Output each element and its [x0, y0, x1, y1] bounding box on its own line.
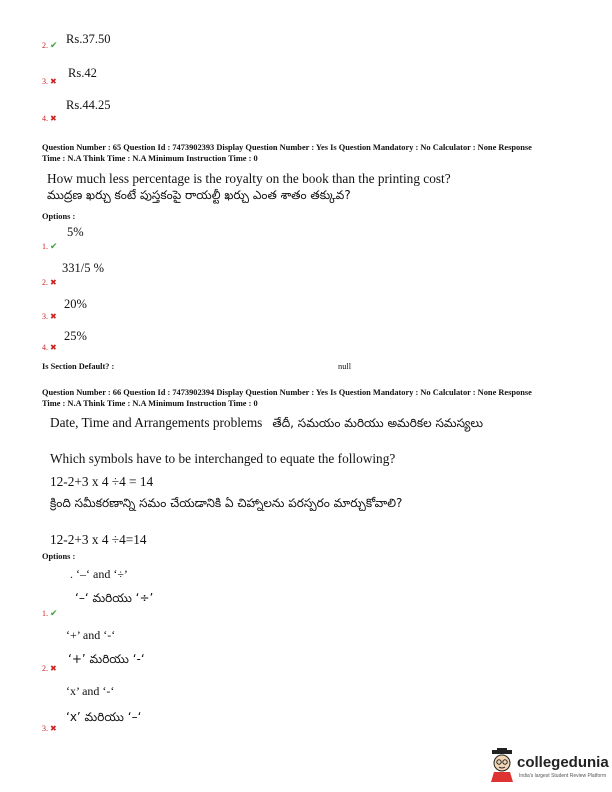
brand-name: collegedunia [517, 754, 609, 771]
option-text: Rs.42 [68, 66, 97, 80]
option-number: 1. [42, 609, 48, 618]
check-icon: ✔ [50, 608, 58, 618]
brand-logo [489, 748, 609, 788]
cross-icon: ✖ [50, 278, 57, 287]
option-text: 331/5 % [62, 261, 105, 275]
option-text-en: ‘x’ and ‘-‘ [66, 684, 115, 698]
cross-icon: ✖ [50, 77, 57, 86]
option-row [42, 718, 57, 736]
question-meta [42, 143, 582, 164]
option-number: 2. [42, 664, 48, 673]
options-label: Options : [42, 552, 76, 561]
section-default-value: null [338, 362, 352, 371]
question-text-en: Which symbols have to be interchanged to equate the following? [50, 451, 396, 466]
option-row [42, 603, 58, 621]
question-text-en: How much less percentage is the royalty on the book than the printing cost? [47, 171, 451, 186]
meta-line: Time : N.A Think Time : N.A Minimum Instruction Time : 0 [42, 398, 258, 408]
option-number: 3. [42, 312, 48, 321]
option-row [42, 71, 57, 89]
meta-line: Time : N.A Think Time : N.A Minimum Instruction Time : 0 [42, 153, 258, 163]
option-number: 4. [42, 114, 48, 123]
option-row [42, 272, 57, 290]
option-text-en: ‘+’ and ‘-‘ [66, 628, 116, 642]
option-number: 3. [42, 724, 48, 733]
heading-en: Date, Time and Arrangements problems [50, 415, 263, 430]
option-text: Rs.44.25 [66, 98, 111, 112]
option-row [42, 658, 57, 676]
option-number: 3. [42, 77, 48, 86]
option-row [42, 236, 58, 254]
option-row [42, 35, 58, 53]
cross-icon: ✖ [50, 343, 57, 352]
option-text-te: ‘+’ మరియు ‘-‘ [68, 652, 145, 666]
section-default-label: Is Section Default? : [42, 362, 115, 371]
heading-te: తేదీ, సమయం మరియు అమరికల సమస్యలు [272, 416, 484, 430]
question-heading [50, 414, 483, 433]
options-label: Options : [42, 212, 76, 221]
check-icon: ✔ [50, 241, 58, 251]
option-row [42, 108, 57, 126]
option-row [42, 337, 57, 355]
option-number: 2. [42, 278, 48, 287]
option-text: 5% [67, 225, 84, 239]
question-text-te: ముద్రణ ఖర్చు కంటే పుస్తకంపై రాయల్టీ ఖర్చు ఎంత శాతం తక్కువ? [47, 188, 351, 202]
option-row [42, 306, 57, 324]
check-icon: ✔ [50, 40, 58, 50]
meta-line: Question Number : 65 Question Id : 7473902393 Display Question Number : Yes Is Question Mandatory : No Calculator : None Response [42, 143, 532, 152]
cross-icon: ✖ [50, 114, 57, 123]
meta-line: Question Number : 66 Question Id : 7473902394 Display Question Number : Yes Is Question Mandatory : No Calculator : None Response [42, 388, 532, 397]
option-number: 4. [42, 343, 48, 352]
option-number: 1. [42, 242, 48, 251]
question-meta [42, 388, 582, 409]
brand-tagline: India's largest Student Review Platform [519, 773, 607, 779]
option-text: 20% [64, 297, 87, 311]
option-text-en: . ‘–‘ and ‘÷’ [70, 567, 128, 581]
option-text: Rs.37.50 [66, 32, 111, 46]
option-text-te: ‘–‘ మరియు ‘÷’ [75, 591, 154, 605]
equation-en: 12-2+3 x 4 ÷4 = 14 [50, 474, 154, 489]
cross-icon: ✖ [50, 664, 57, 673]
option-text: 25% [64, 329, 87, 343]
equation-te: 12-2+3 x 4 ÷4=14 [50, 532, 147, 547]
cross-icon: ✖ [50, 312, 57, 321]
option-number: 2. [42, 41, 48, 50]
question-text-te: క్రింది సమీకరణాన్ని సమం చేయడానికి ఏ చిహ్నాలను పరస్పరం మార్చుకోవాలి? [50, 496, 403, 510]
option-text-te: ‘x’ మరియు ‘–‘ [66, 710, 142, 724]
mascot-icon [489, 748, 515, 782]
cross-icon: ✖ [50, 724, 57, 733]
